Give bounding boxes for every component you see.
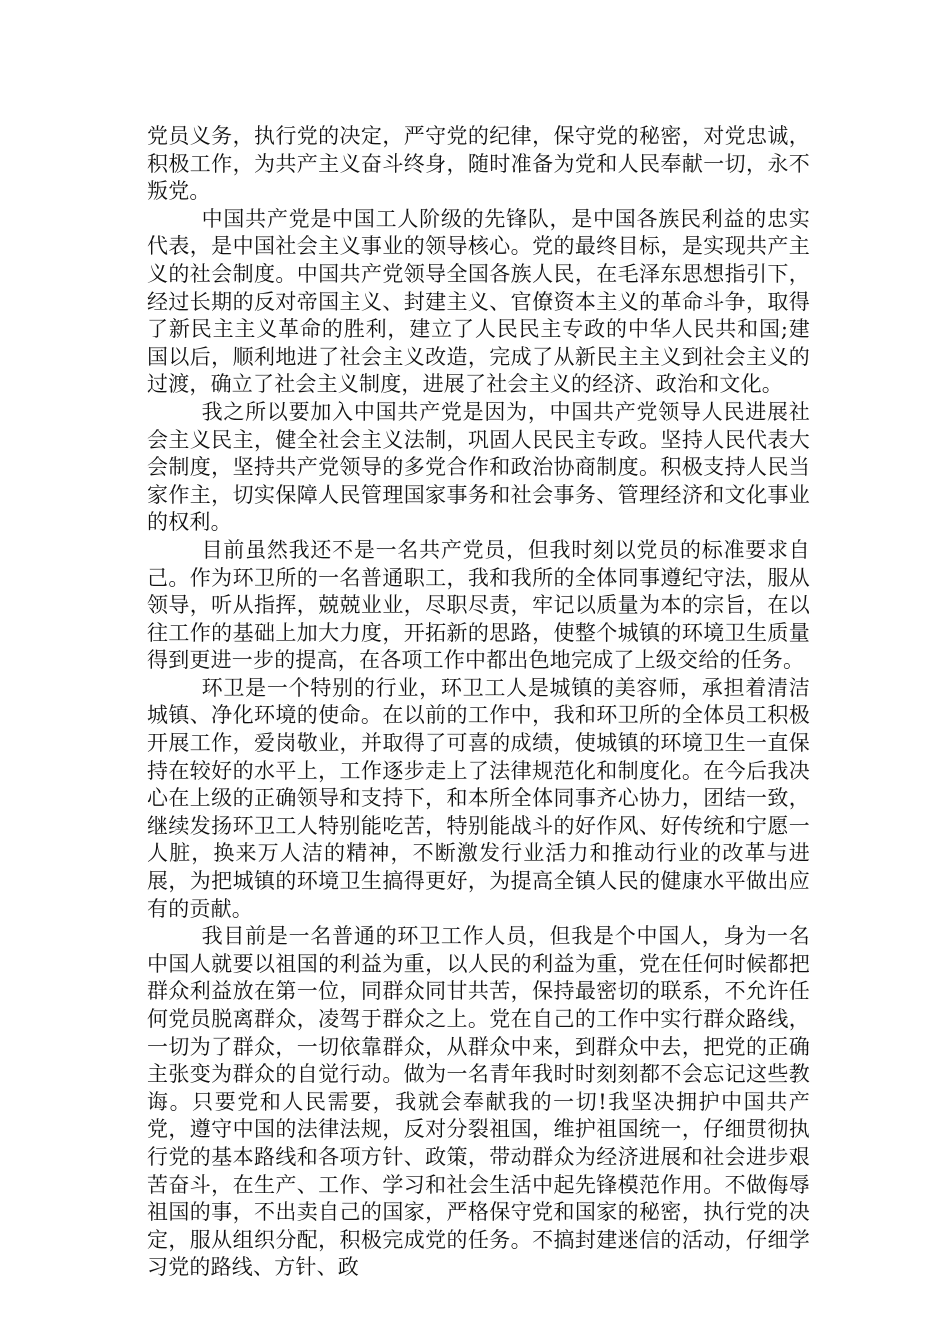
paragraph-5: 环卫是一个特别的行业，环卫工人是城镇的美容师，承担着清洁城镇、净化环境的使命。在以前的工作中，我和环卫所的全体员工积极开展工作，爱岗敬业，并取得了可喜的成绩，使城镇的环境卫生一直保持在较好的水平上，工作逐步走上了法律规范化和制度化。在今后我决心在上级的正确领导和支持下，和本所全体同事齐心协力，团结一致，继续发扬环卫工人特别能吃苦，特别能战斗的好作风、好传统和宁愿一人脏，换来万人洁的精神，不断激发行业活力和推动行业的改革与进展，为把城镇的环境卫生搞得更好，为提高全镇人民的健康水平做出应有的贡献。 [147,675,810,921]
document-page [147,123,810,1282]
paragraph-6: 我目前是一名普通的环卫工作人员，但我是个中国人，身为一名中国人就要以祖国的利益为重，以人民的利益为重，党在任何时候都把群众利益放在第一位，同群众同甘共苦，保持最密切的联系，不允许任何党员脱离群众，凌驾于群众之上。党在自己的工作中实行群众路线，一切为了群众，一切依靠群众，从群众中来，到群众中去，把党的正确主张变为群众的自觉行动。做为一名青年我时时刻刻都不会忘记这些教诲。只要党和人民需要，我就会奉献我的一切!我坚决拥护中国共产党，遵守中国的法律法规，反对分裂祖国，维护祖国统一，仔细贯彻执行党的基本路线和各项方针、政策，带动群众为经济进展和社会进步艰苦奋斗，在生产、工作、学习和社会生活中起先锋模范作用。不做侮辱祖国的事，不出卖自己的国家，严格保守党和国家的秘密，执行党的决定，服从组织分配，积极完成党的任务。不搞封建迷信的活动，仔细学习党的路线、方针、政 [147,924,810,1280]
paragraph-4: 目前虽然我还不是一名共产党员，但我时刻以党员的标准要求自己。作为环卫所的一名普通职工，我和我所的全体同事遵纪守法，服从领导，听从指挥，兢兢业业，尽职尽责，牢记以质量为本的宗旨，在以往工作的基础上加大力度，开拓新的思路，使整个城镇的环境卫生质量得到更进一步的提高，在各项工作中都出色地完成了上级交给的任务。 [147,537,810,673]
paragraph-1: 党员义务，执行党的决定，严守党的纪律，保守党的秘密，对党忠诚，积极工作，为共产主义奋斗终身，随时准备为党和人民奉献一切，永不叛党。 [147,124,810,204]
paragraph-2: 中国共产党是中国工人阶级的先锋队，是中国各族民利益的忠实代表，是中国社会主义事业的领导核心。党的最终目标，是实现共产主义的社会制度。中国共产党领导全国各族人民，在毛泽东思想指引下，经过长期的反对帝国主义、封建主义、官僚资本主义的革命斗争，取得了新民主主义革命的胜利，建立了人民民主专政的中华人民共和国;建国以后，顺利地进了社会主义改造，完成了从新民主主义到社会主义的过渡，确立了社会主义制度，进展了社会主义的经济、政治和文化。 [147,206,810,397]
paragraph-3: 我之所以要加入中国共产党是因为，中国共产党领导人民进展社会主义民主，健全社会主义法制，巩固人民民主专政。坚持人民代表大会制度，坚持共产党领导的多党合作和政治协商制度。积极支持人民当家作主，切实保障人民管理国家事务和社会事务、管理经济和文化事业的权利。 [147,399,810,535]
